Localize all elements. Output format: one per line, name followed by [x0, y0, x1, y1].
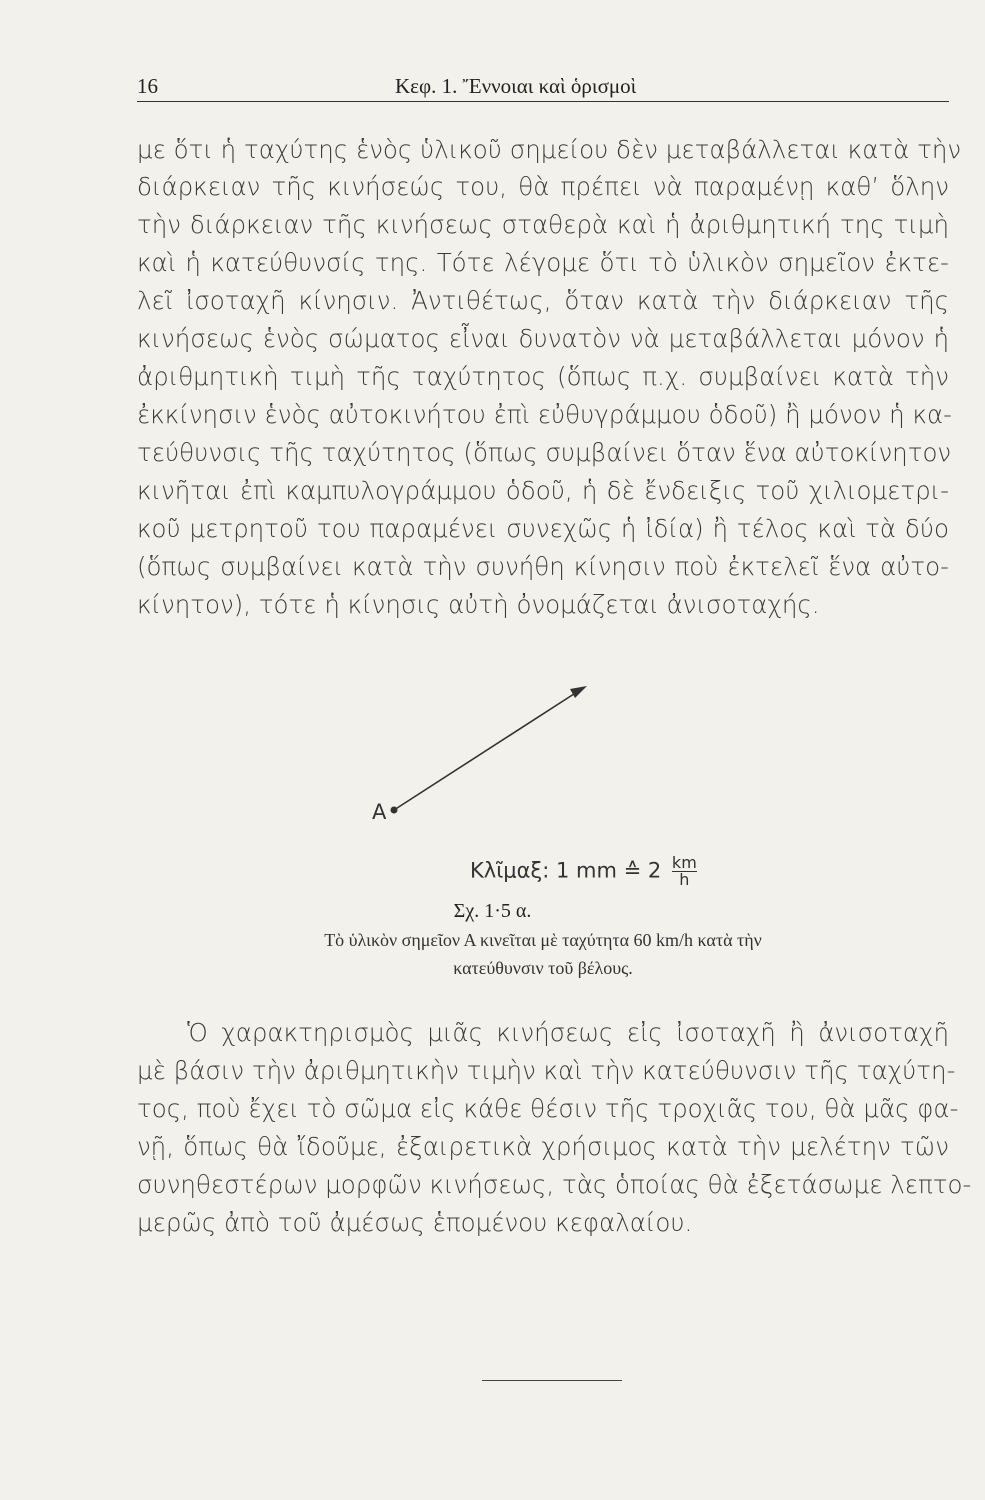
text-line: νῇ, ὅπως θὰ ἴδοῦμε, ἐξαιρετικὰ χρήσιμος κατὰ τὴν μελέτην τῶν [137, 1132, 949, 1161]
text-line: ἀριθμητικὴ τιμὴ τῆς ταχύτητος (ὅπως π.χ. συμβαίνει κατὰ τὴν [137, 362, 949, 391]
scale-unit-numerator: km [671, 853, 697, 872]
text-line: ἐκκίνησιν ἑνὸς αὐτοκινήτου ἐπὶ εὐθυγράμμου ὁδοῦ) ἢ μόνον ἡ κα- [137, 400, 952, 429]
page-header [137, 68, 949, 100]
text-line: κινῆται ἐπὶ καμπυλογράμμου ὁδοῦ, ἡ δὲ ἔνδειξις τοῦ χιλιομετρι- [137, 476, 949, 505]
figure-label: Σχ. 1·5 α. [453, 900, 532, 922]
scale-unit-denominator: h [679, 870, 690, 889]
end-rule [482, 1380, 622, 1381]
velocity-arrow-shaft [394, 692, 577, 810]
text-line: μερῶς ἀπὸ τοῦ ἀμέσως ἑπομένου κεφαλαίου. [137, 1208, 693, 1237]
velocity-vector-figure [365, 680, 645, 830]
figure-caption-line: Τὸ ὑλικὸν σημεῖον Α κινεῖται μὲ ταχύτητα 60 km/h κατὰ τὴν [324, 930, 762, 950]
text-line: καὶ ἡ κατεύθυνσίς της. Τότε λέγομε ὅτι τὸ ὑλικὸν σημεῖον ἐκτε- [137, 248, 949, 277]
text-line: (ὅπως συμβαίνει κατὰ τὴν συνήθη κίνησιν ποὺ ἐκτελεῖ ἕνα αὐτο- [137, 552, 949, 581]
figure-scale [470, 855, 697, 888]
text-line: κίνητον), τότε ἡ κίνησις αὐτὴ ὀνομάζεται ἀνισοταχής. [137, 590, 820, 619]
text-line: κινήσεως ἑνὸς σώματος εἶναι δυνατὸν νὰ μεταβάλλεται μόνον ἡ [137, 324, 949, 353]
figure-caption-line: κατεύθυνσιν τοῦ βέλους. [453, 958, 633, 978]
point-a-label: A [372, 800, 387, 824]
page-number: 16 [137, 74, 158, 98]
header-rule [137, 101, 949, 102]
point-a-dot [391, 807, 398, 814]
text-line: τεύθυνσις τῆς ταχύτητος (ὅπως συμβαίνει ὅταν ἕνα αὐτοκίνητον [137, 438, 952, 467]
text-line: με ὅτι ἡ ταχύτης ἑνὸς ὑλικοῦ σημείου δὲν μεταβάλλεται κατὰ τὴν [137, 135, 962, 164]
text-line: λεῖ ἰσοταχῆ κίνησιν. Ἀντιθέτως, ὅταν κατὰ τὴν διάρκειαν τῆς [137, 286, 949, 315]
text-line: διάρκειαν τῆς κινήσεώς του, θὰ πρέπει νὰ παραμένῃ καθ’ ὅλην [137, 172, 949, 201]
text-line: μὲ βάσιν τὴν ἀριθμητικὴν τιμὴν καὶ τὴν κατεύθυνσιν τῆς ταχύτη- [137, 1056, 956, 1085]
velocity-arrow-head [570, 686, 587, 698]
chapter-title: Κεφ. 1. Ἔννοιαι καὶ ὁρισμοὶ [395, 74, 637, 98]
text-line: συνηθεστέρων μορφῶν κινήσεως, τὰς ὁποίας θὰ ἐξετάσωμε λεπτο- [137, 1170, 972, 1199]
text-line: Ὁ χαρακτηρισμὸς μιᾶς κινήσεως εἰς ἰσοταχῆ ἢ ἀνισοταχῆ [187, 1018, 949, 1047]
text-line: κοῦ μετρητοῦ του παραμένει συνεχῶς ἡ ἰδία) ἢ τέλος καὶ τὰ δύο [137, 514, 949, 543]
scale-unit [672, 855, 697, 888]
scale-text: Κλῖμαξ: 1 mm ≙ 2 [470, 858, 662, 883]
text-line: τὴν διάρκειαν τῆς κινήσεως σταθερὰ καὶ ἡ ἀριθμητική της τιμὴ [137, 210, 949, 239]
text-line: τος, ποὺ ἔχει τὸ σῶμα εἰς κάθε θέσιν τῆς τροχιᾶς του, θὰ μᾶς φα- [137, 1094, 959, 1123]
